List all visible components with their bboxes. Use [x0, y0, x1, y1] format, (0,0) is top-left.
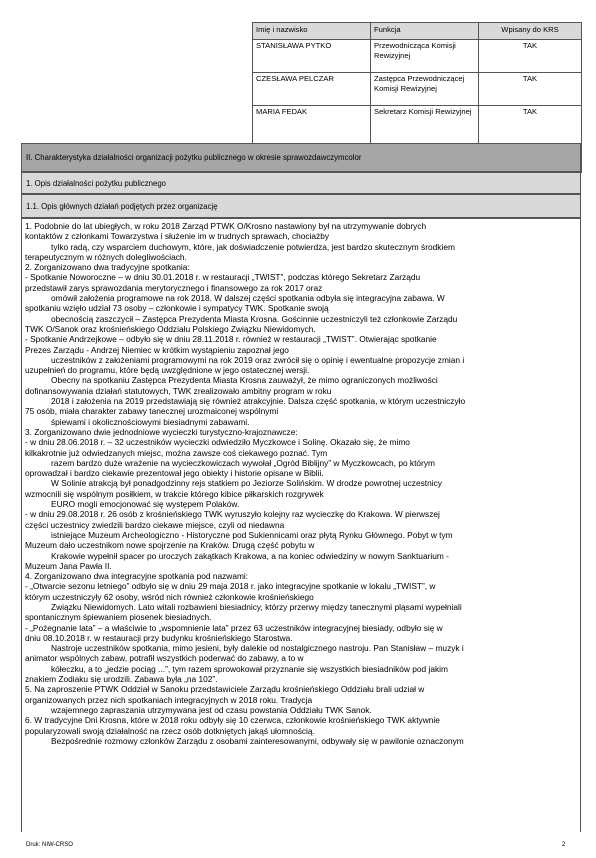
page-number: 2	[562, 842, 566, 848]
body-line: oprowadzał i bardzo ciekawie prezentował jego obiekty i historie opisane w Biblii.	[25, 468, 324, 479]
header-name: Imię i nazwisko	[253, 23, 371, 40]
body-line: - „Pożegnanie lata” – a właściwie to „wspomnienie lata” przez 63 uczestników integracyjnej biesiady, odbyło się w	[25, 622, 443, 633]
body-line: popularyzowali swoją działalność na rzecz osób dotkniętych jakąś ułomnością.	[25, 725, 315, 736]
body-line: - Spotkanie Andrzejkowe – odbyło się w dniu 28.11.2018 r. również w restauracji „TWIST”. Otwierając spotkanie	[25, 334, 437, 345]
section-heading-2-text: II. Charakterystyka działalności organizacji pożytku publicznego w okresie sprawozdawczymcolor	[26, 153, 362, 162]
cell-krs: TAK	[479, 40, 582, 73]
body-line: Nastroje uczestników spotkania, mimo jesieni, były dalekie od nostalgicznego nastroju. Pan Stanisław – muzyk i	[51, 643, 464, 654]
section-heading-2-1-text: 1. Opis działalności pożytku publicznego	[26, 178, 166, 188]
body-line: 1. Podobnie do lat ubiegłych, w roku 2018 Zarząd PTWK O/Krosno nastawiony był na utrzymywanie dobrych	[25, 221, 427, 231]
body-line: 6. W tradycyjne Dni Krosna, które w 2018 roku odbyły się 10 czerwca, członkowie krośnieńskiego TWK aktywnie	[25, 715, 440, 726]
body-line: śpiewami i okolicznościowymi biesiadnymi zabawami.	[51, 416, 250, 427]
body-line: tylko radą, czy wsparciem duchowym, które, jak doświadczenie potwierdza, jest bardzo skutecznym środkiem	[51, 241, 455, 252]
table-header-row	[253, 23, 582, 40]
body-line: kilkakrotnie już odwiedzanych miejsc, można zawsze coś ciekawego poznać. Tym	[25, 447, 328, 458]
body-line: dofinansowywania działań statutowych, TWK zrealizowało ambitny program w roku	[25, 385, 332, 396]
body-line: razem bardzo duże wrażenie na wycieczkowiczach wywołał „Ogród Biblijny” w Myczkowcach, po którym	[51, 457, 435, 468]
body-line: spontanicznym śpiewaniem piosenek biesiadnych.	[25, 612, 212, 623]
body-line: przedstawił zarys sprawozdania merytorycznego i finansowego za rok 2017 oraz	[25, 282, 323, 293]
body-line: - w dniu 29.08.2018 r. 26 osób z krośnieńskiego TWK wyruszyło kolejny raz wycieczkę do Krakowa. W pierwszej	[25, 509, 440, 520]
body-line: którym uczestniczyły 62 osoby, wśród nich również członkowie krośnieńskiego	[25, 591, 314, 602]
table-row	[253, 40, 582, 73]
body-line: istniejące Muzeum Archeologiczno - Historyczne pod Sukiennicami oraz płytą Rynku Głównego. Pobyt w tym	[51, 529, 453, 540]
cell-function: Sekretarz Komisji Rewizyjnej	[371, 106, 479, 147]
cell-function: Przewodnicząca Komisji Rewizyjnej	[371, 40, 479, 73]
table-row	[253, 106, 582, 147]
body-line: Związku Niewidomych. Lato witali rozbawieni biesiadnicy, którzy przerwy między tanecznymi pląsami wypełniali	[51, 601, 462, 612]
body-line: 5. Na zaproszenie PTWK Oddział w Sanoku przedstawiciele Zarządu krośnieńskiego Oddziału brali udział w	[25, 684, 425, 695]
section-heading-2	[21, 143, 581, 172]
cell-name: MARIA FEDAK	[253, 106, 371, 147]
body-line: uczestników z założeniami programowymi na rok 2019 oraz zwrócił się o opinię i ewentualne propozycje zmian i	[51, 354, 465, 365]
body-line: uzupełnień do programu, które będą uwzględnione w jego ostatecznej wersji.	[25, 365, 310, 376]
body-line: 75 osób, miała charakter zabawy tanecznej urozmaiconej wspólnymi	[25, 406, 279, 417]
body-line: 4. Zorganizowano dwa integracyjne spotkania pod nazwami:	[25, 571, 249, 582]
body-line: części uczestnicy zwiedzili bardzo ciekawe miejsce, czyli od niedawna	[25, 519, 285, 530]
body-line: 2. Zorganizowano dwa tradycyjne spotkania:	[25, 262, 190, 273]
activity-description	[21, 218, 581, 832]
body-line: wzajemnego zapraszania utrzymywana jest od czasu powstania Oddziału TWK Sanok.	[51, 704, 372, 715]
body-line: Muzeum dało uczestnikom nowe spojrzenie na Kraków. Drugą część pobytu w	[25, 540, 315, 551]
body-line: - Spotkanie Noworoczne – w dniu 30.01.2018 r. w restauracji „TWIST”, podczas którego Sekretarz Zarządu	[25, 272, 421, 283]
header-krs: Wpisany do KRS	[479, 23, 582, 40]
body-line: kontaktów z członkami Towarzystwa i służenie im w trudnych sprawach, chociażby	[25, 231, 330, 242]
cell-krs: TAK	[479, 106, 582, 147]
table-row	[253, 73, 582, 106]
body-line: 2018 i założenia na 2019 przedstawiają się również atrakcyjnie. Dalsza część spotkania, w którym uczestniczyło	[51, 396, 466, 407]
header-function: Funkcja	[371, 23, 479, 40]
body-line: organizowanych przez nich spotkaniach integracyjnych w 2018 roku. Tradycja	[25, 694, 313, 705]
body-line: wzmocnili się wspólnym posiłkiem, w trakcie którego kibice piłkarskich rozgrywek	[25, 488, 324, 499]
body-line: animator wspólnych zabaw, potrafił wszystkich poderwać do zabawy, a to w	[25, 653, 304, 664]
body-line: terapeutycznym w różnych dolegliwościach.	[25, 251, 187, 262]
section-heading-2-1	[21, 172, 581, 194]
body-line: - w dniu 28.06.2018 r. – 32 uczestników wycieczki odwiedziło Myczkowce i Solinę. Okazało się, że mimo	[25, 437, 410, 448]
body-line: Prezes Zarządu - Andrzej Niemiec w krótkim wystąpieniu zapoznał jego	[25, 344, 289, 355]
cell-name: STANISŁAWA PYTKO	[253, 40, 371, 73]
body-line: znakiem Zodiaku się urodzili. Zabawa była „na 102”.	[25, 674, 218, 685]
body-line: Muzeum Jana Pawła II.	[25, 560, 112, 571]
body-line: Obecny na spotkaniu Zastępca Prezydenta Miasta Krosna zauważył, że mimo ograniczonych możliwości	[51, 375, 438, 386]
section-heading-2-1-1	[21, 194, 581, 218]
footer-print-label: Druk: NIW-CRSO	[26, 842, 73, 848]
cell-name: CZESŁAWA PELCZAR	[253, 73, 371, 106]
body-line: omówił założenia programowe na rok 2018. W dalszej części spotkania odbyła się integracyjna zabawa. W	[51, 293, 445, 304]
section-heading-2-1-1-text: 1.1. Opis głównych działań podjętych przez organizację	[26, 201, 218, 211]
cell-krs: TAK	[479, 73, 582, 106]
body-line: Krakowie wypełnił spacer po uroczych zakątkach Krakowa, a na koniec odwiedziny w nowym Sanktuarium -	[51, 550, 449, 561]
body-line: obecnością zaszczycił – Zastępca Prezydenta Miasta Krosna. Gościnnie uczestniczyli też członkowie Zarządu	[51, 313, 458, 324]
body-line: - „Otwarcie sezonu letniego” odbyło się w dniu 29 maja 2018 r. jako integracyjne spotkanie w lokalu „TWIST”, w	[25, 581, 436, 592]
body-line: dniu 08.10.2018 r. w restauracji przy budynku krośnieńskiego Starostwa.	[25, 632, 293, 643]
body-line: Bezpośrednie rozmowy członków Zarządu z osobami zainteresowanymi, odbywały się w pawilonie oznaczonym	[51, 735, 464, 746]
body-line: kółeczku, a to „jedzie pociąg ...”, tym razem sprowokował przyznanie się wszystkich biesiadników pod jakim	[51, 663, 448, 674]
body-line: 3. Zorganizowano dwie jednodniowe wycieczki turystyczno-krajoznawcze:	[25, 426, 298, 437]
body-line: TWK O/Sanok oraz krośnieńskiego Oddziału Polskiego Związku Niewidomych.	[25, 323, 316, 334]
body-line: W Solinie atrakcją był ponadgodzinny rejs statkiem po Jeziorze Solińskim. W drodze powrotnej uczestnicy	[51, 478, 442, 489]
body-line: spotkaniu wzięło udział 73 osoby – członkowie i sympatycy TWK. Spotkanie swoją	[25, 303, 329, 314]
body-line: EURO mogli emocjonować się występem Polaków.	[51, 499, 240, 510]
cell-function: Zastępca Przewodniczącej Komisji Rewizyjnej	[371, 73, 479, 106]
